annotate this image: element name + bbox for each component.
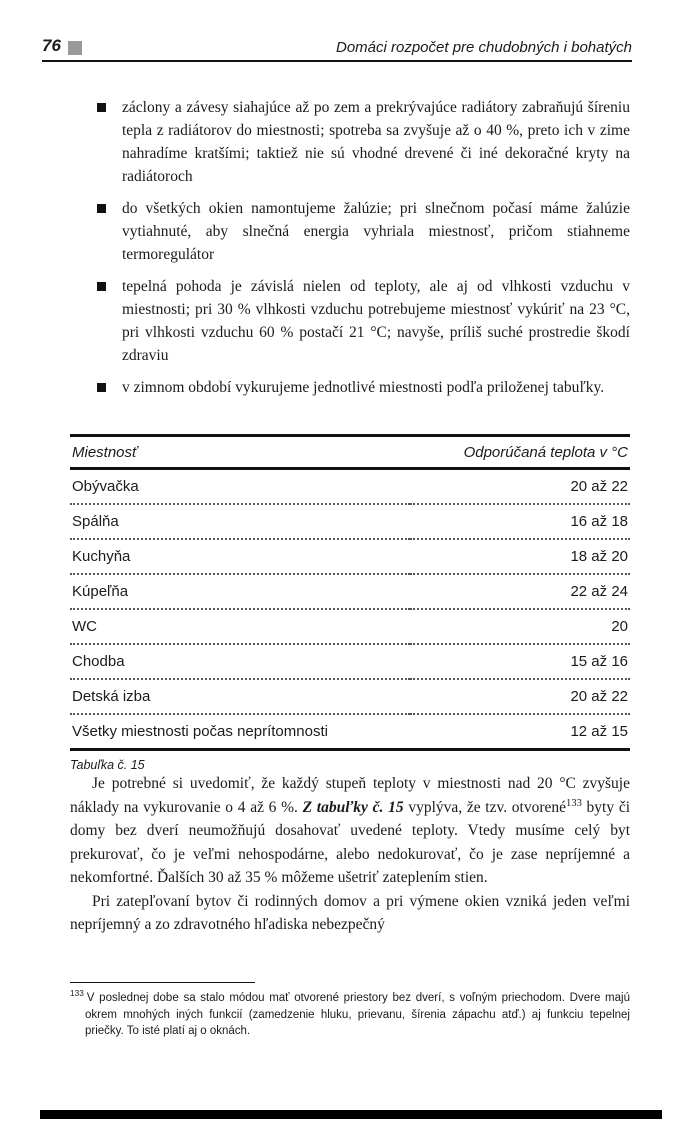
- temp-cell: 20 až 22: [410, 469, 630, 505]
- table-row: [70, 609, 630, 644]
- bullet-text: záclony a závesy siahajúce až po zem a prekrývajúce radiátory zabraňujú šíreniu tepla z radiátorov do miestnosti; spotreba sa zvyšuje až o 40 %, preto ich v zime nahradíme kratšími; taktiež nie sú vhodné drevené či iné dekoračné kryty na radiátoroch: [122, 99, 630, 185]
- bullet-text: tepelná pohoda je závislá nielen od teploty, ale aj od vlhkosti vzduchu v miestnosti; pri 30 % vlhkosti vzduchu potrebujeme miestnosť vykúriť na 23 °C, pri vlhkosti vzduchu 60 % postačí 21 °C; navyše, príliš suché prostredie škodí zdraviu: [122, 278, 630, 364]
- table-caption: Tabuľka č. 15: [70, 758, 145, 772]
- list-item: [97, 96, 630, 188]
- footnote-separator-rule: [70, 982, 255, 983]
- table-row: [70, 679, 630, 714]
- room-cell: Kuchyňa: [70, 539, 410, 574]
- temperature-table-block: [70, 434, 630, 772]
- list-item: [97, 275, 630, 367]
- list-item: [97, 197, 630, 266]
- table-row: [70, 539, 630, 574]
- footnote: [70, 990, 630, 1040]
- temp-cell: 22 až 24: [410, 574, 630, 609]
- temp-cell: 16 až 18: [410, 504, 630, 539]
- paragraph: Pri zatepľovaní bytov či rodinných domov a pri výmene okien vzniká jeden veľmi nepríjemný a zo zdravotného hľadiska nebezpečný: [70, 892, 630, 933]
- header-rule: [42, 60, 632, 62]
- room-cell: Obývačka: [70, 469, 410, 505]
- table-row: [70, 714, 630, 750]
- room-cell: WC: [70, 609, 410, 644]
- paragraph-text: vyplýva, že tzv. otvorené: [403, 798, 567, 816]
- bullet-text: do všetkých okien namontujeme žalúzie; pri slnečnom počasí máme žalúzie vytiahnuté, aby slnečná energia vyhriala miestnosť, pričom stiahneme termoregulátor: [122, 200, 630, 263]
- footnote-section: [70, 982, 630, 1040]
- table-row: [70, 574, 630, 609]
- square-bullet-icon: [97, 204, 106, 213]
- page-number: 76: [42, 36, 61, 55]
- square-bullet-icon: [97, 103, 106, 112]
- temperature-table: [70, 434, 630, 751]
- table-row: [70, 469, 630, 505]
- table-row: [70, 644, 630, 679]
- temp-cell: 15 až 16: [410, 644, 630, 679]
- column-header-temp: Odporúčaná teplota v °C: [410, 436, 630, 469]
- column-header-room: Miestnosť: [70, 436, 410, 469]
- table-row: [70, 504, 630, 539]
- square-bullet-icon: [97, 282, 106, 291]
- paragraph-text: byty či domy bez dverí neumožňujú dosahovať uvedené teploty. Vtedy musíme celý byt prekurovať, čo je veľmi nehospodárne, alebo nedokurovať, čo je zase nepríjemné a nekomfortné. Ďalších 30 až 35 % môžeme ušetriť zateplením stien.: [70, 798, 630, 886]
- room-cell: Všetky miestnosti počas neprítomnosti: [72, 723, 328, 740]
- footnote-text: V poslednej dobe sa stalo módou mať otvorené priestory bez dverí, s voľným priechodom. Dvere majú okrem mnohých iných funkcií (zamedzenie hluku, prievanu, šírenia zápachu atď.) aj funkciu tepelnej priečky. To isté platí aj o oknách.: [85, 992, 630, 1037]
- footnote-marker: 133: [70, 989, 84, 999]
- page-bottom-bar: [40, 1110, 662, 1119]
- temp-cell: 20 až 22: [410, 679, 630, 714]
- table-header-row: [70, 436, 630, 469]
- temp-cell: 20: [410, 609, 630, 644]
- running-title: Domáci rozpočet pre chudobných i bohatých: [335, 39, 632, 56]
- footnote-reference: 133: [566, 797, 582, 809]
- header-square-decoration: [68, 41, 82, 55]
- list-item: [97, 376, 630, 399]
- square-bullet-icon: [97, 383, 106, 392]
- emphasized-text: Z tabuľky č. 15: [302, 798, 404, 816]
- bullet-text: v zimnom období vykurujeme jednotlivé miestnosti podľa priloženej tabuľky.: [122, 379, 605, 396]
- temp-cell: 18 až 20: [410, 539, 630, 574]
- room-cell: Kúpeľňa: [70, 574, 410, 609]
- room-cell: Chodba: [70, 644, 410, 679]
- bullet-list: [97, 96, 630, 408]
- room-cell: Detská izba: [70, 679, 410, 714]
- running-header: [42, 36, 632, 56]
- room-cell: Spálňa: [70, 504, 410, 539]
- temp-cell: 12 až 15: [570, 723, 628, 740]
- body-text: [70, 772, 630, 937]
- paragraph: [70, 772, 630, 890]
- paragraph-text: Je potrebné si uvedomiť, že každý stupeň teploty v miestnosti nad 20 °C zvyšuje náklady na vykurovanie o 4 až 6 %.: [70, 775, 630, 816]
